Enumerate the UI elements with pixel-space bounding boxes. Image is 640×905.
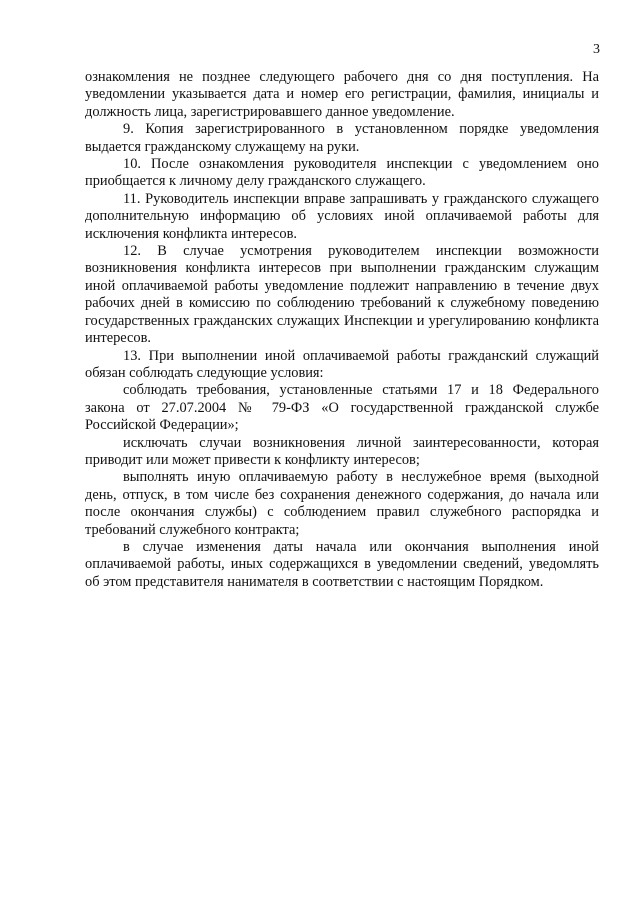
condition-date-change-notice: в случае изменения даты начала или окончания выполнения иной оплачиваемой работы, иных содержащихся в уведомлении сведений, уведомлять об этом представителя нанимателя в соответствии с настоящим Порядком. xyxy=(85,538,599,590)
paragraph-item-12: 12. В случае усмотрения руководителем инспекции возможности возникновения конфликта интересов при выполнении гражданским служащим иной оплачиваемой работы уведомление подлежит направлению в течение двух рабочих дней в комиссию по соблюдению требований к служебному поведению государственных гражданских служащих Инспекции и урегулированию конфликта интересов. xyxy=(85,243,599,347)
paragraph-continuation: ознакомления не позднее следующего рабочего дня со дня поступления. На уведомлении указывается дата и номер его регистрации, фамилия, инициалы и должность лица, зарегистрировавшего данное уведомление. xyxy=(85,69,599,120)
document-body xyxy=(85,69,599,591)
paragraph-item-11: 11. Руководитель инспекции вправе запрашивать у гражданского служащего дополнительную информацию об условиях иной оплачиваемой работы для исключения конфликта интересов. xyxy=(85,190,599,242)
page-number: 3 xyxy=(593,42,600,57)
paragraph-item-13: 13. При выполнении иной оплачиваемой работы гражданский служащий обязан соблюдать следующие условия: xyxy=(85,347,599,381)
condition-conflict-interest: исключать случаи возникновения личной заинтересованности, которая приводит или может привести к конфликту интересов; xyxy=(85,434,599,468)
condition-non-working-time: выполнять иную оплачиваемую работу в неслужебное время (выходной день, отпуск, в том числе без сохранения денежного содержания, до начала или после окончания службы) с соблюдением правил служебного распорядка и требований служебного контракта; xyxy=(85,469,599,538)
paragraph-item-9: 9. Копия зарегистрированного в установленном порядке уведомления выдается гражданскому служащему на руки. xyxy=(85,121,599,155)
condition-federal-law: соблюдать требования, установленные статьями 17 и 18 Федерального закона от 27.07.2004 № 79-ФЗ «О государственной гражданской службе Российской Федерации»; xyxy=(85,382,599,434)
paragraph-item-10: 10. После ознакомления руководителя инспекции с уведомлением оно приобщается к личному делу гражданского служащего. xyxy=(85,156,599,190)
